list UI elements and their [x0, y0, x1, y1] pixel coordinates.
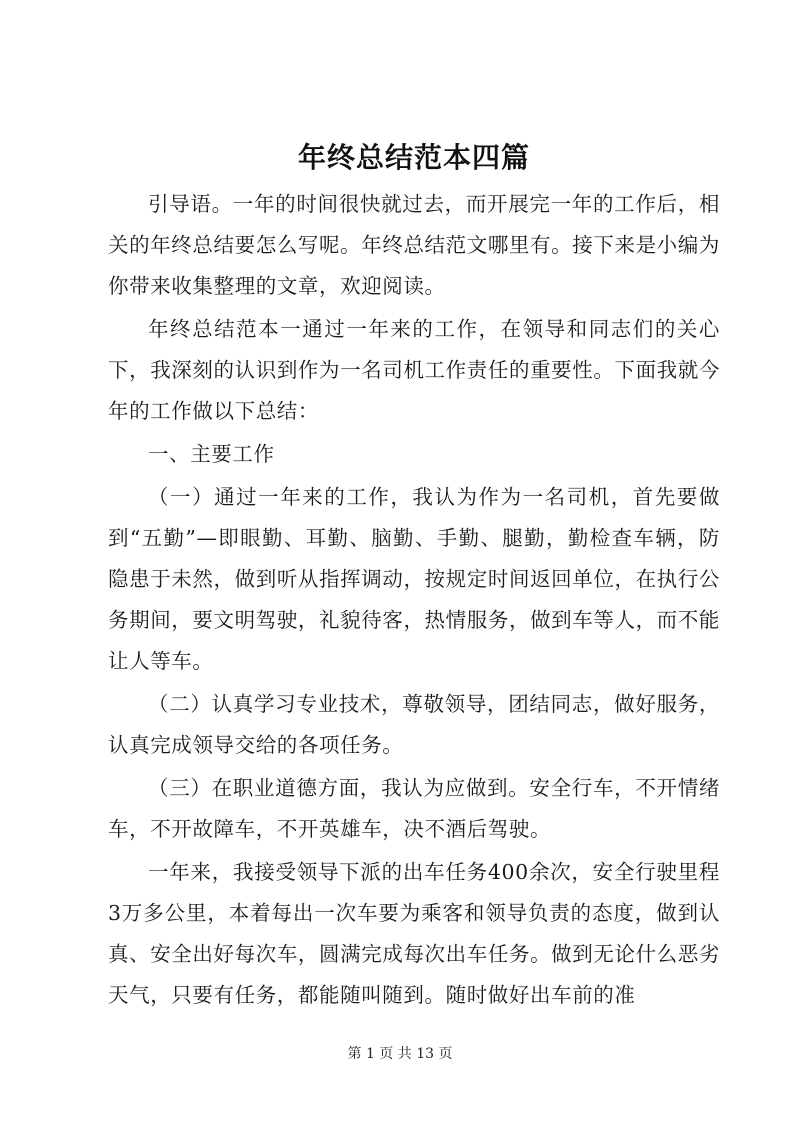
paragraph-sample-one: 年终总结范本一通过一年来的工作，在领导和同志们的关心下，我深刻的认识到作为一名司机工作责任的重要性。下面我就今年的工作做以下总结：	[108, 317, 720, 423]
document-title: 年终总结范本四篇	[297, 141, 530, 174]
page-footer: 第 1 页 共 13 页	[347, 1046, 453, 1062]
document-page	[108, 138, 720, 1018]
paragraph-year-summary: 一年来，我接受领导下派的出车任务400余次，安全行驶里程3万多公里，本着每出一次车要为乘客和领导负责的态度，做到认真、安全出好每次车，圆满完成每次出车任务。做到无论什么恶劣天气，只要有任务，都能随叫随到。随时做好出车前的准	[108, 860, 720, 1007]
paragraph-item-three: （三）在职业道德方面，我认为应做到。安全行车，不开情绪车，不开故障车，不开英雄车，决不酒后驾驶。	[108, 776, 720, 841]
paragraph-item-two: （二）认真学习专业技术，尊敬领导，团结同志，做好服务，认真完成领导交给的各项任务。	[108, 692, 720, 757]
paragraph-item-one: （一）通过一年来的工作，我认为作为一名司机，首先要做到“五勤”—即眼勤、耳勤、脑勤、手勤、腿勤，勤检查车辆，防隐患于未然，做到听从指挥调动，按规定时间返回单位，在执行公务期间，要文明驾驶，礼貌待客，热情服务，做到车等人，而不能让人等车。	[108, 485, 720, 673]
paragraph-intro: 引导语。一年的时间很快就过去，而开展完一年的工作后，相关的年终总结要怎么写呢。年终总结范文哪里有。接下来是小编为你带来收集整理的文章，欢迎阅读。	[108, 192, 720, 298]
section-heading-main-work: 一、主要工作	[148, 442, 275, 466]
